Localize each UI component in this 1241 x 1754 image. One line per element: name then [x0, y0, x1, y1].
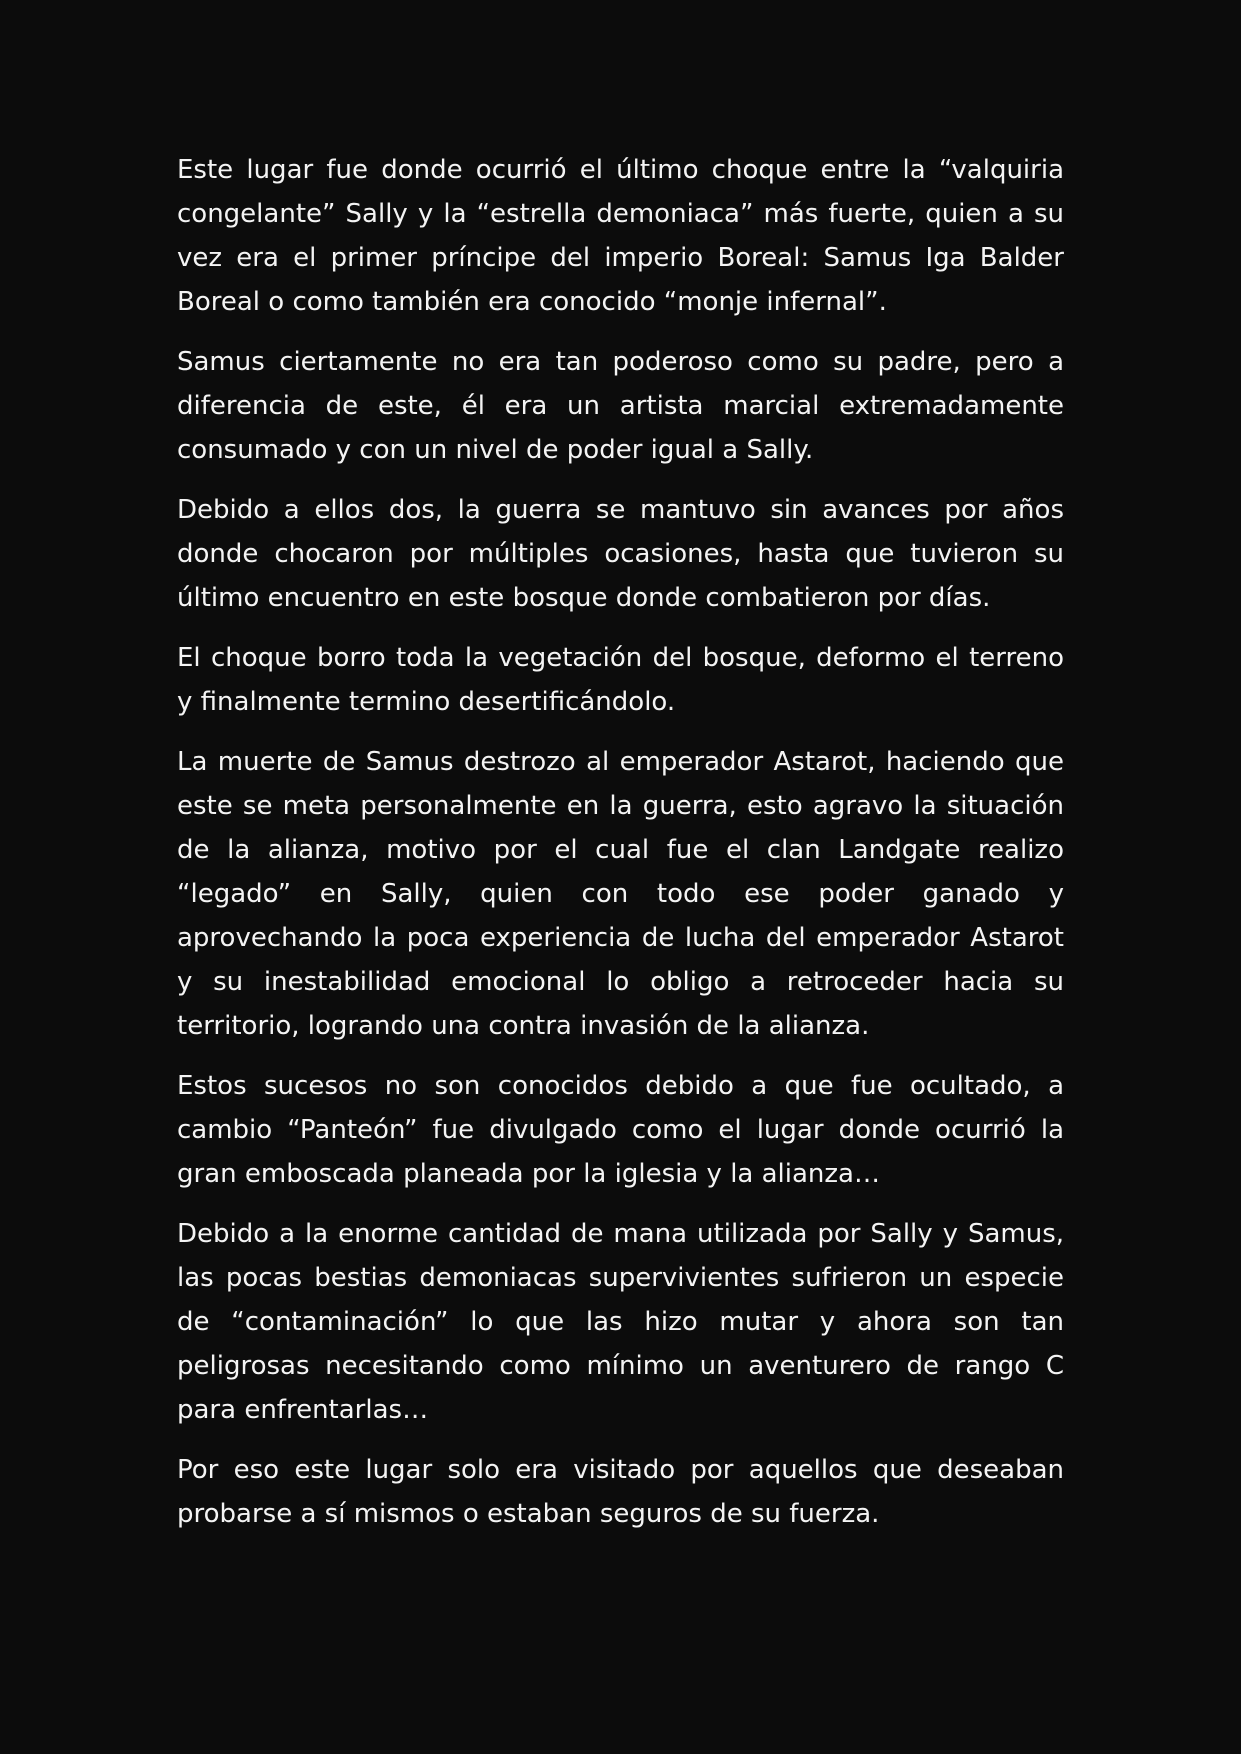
paragraph-7: Debido a la enorme cantidad de mana utilizada por Sally y Samus, las pocas bestias demoniacas supervivientes sufrieron un especie de “contaminación” lo que las hizo mutar y ahora son tan peligrosas necesitando como mínimo un aventurero de rango C para enfrentarlas…	[177, 1219, 1064, 1425]
paragraph-1: Este lugar fue donde ocurrió el último choque entre la “valquiria congelante” Sally y la “estrella demoniaca” más fuerte, quien a su vez era el primer príncipe del imperio Boreal: Samus Iga Balder Boreal o como también era conocido “monje infernal”.	[177, 155, 1064, 317]
paragraph-2: Samus ciertamente no era tan poderoso como su padre, pero a diferencia de este, él era un artista marcial extremadamente consumado y con un nivel de poder igual a Sally.	[177, 347, 1064, 465]
paragraph-3: Debido a ellos dos, la guerra se mantuvo sin avances por años donde chocaron por múltiples ocasiones, hasta que tuvieron su último encuentro en este bosque donde combatieron por días.	[177, 495, 1064, 613]
paragraph-8: Por eso este lugar solo era visitado por aquellos que deseaban probarse a sí mismos o estaban seguros de su fuerza.	[177, 1455, 1064, 1529]
paragraph-5: La muerte de Samus destrozo al emperador Astarot, haciendo que este se meta personalmente en la guerra, esto agravo la situación de la alianza, motivo por el cual fue el clan Landgate realizo “legado” en Sally, quien con todo ese poder ganado y aprovechando la poca experiencia de lucha del emperador Astarot y su inestabilidad emocional lo obligo a retroceder hacia su territorio, logrando una contra invasión de la alianza.	[177, 747, 1064, 1041]
paragraph-4: El choque borro toda la vegetación del bosque, deformo el terreno y finalmente termino desertificándolo.	[177, 643, 1064, 717]
body-text	[177, 148, 1064, 1552]
paragraph-6: Estos sucesos no son conocidos debido a que fue ocultado, a cambio “Panteón” fue divulgado como el lugar donde ocurrió la gran emboscada planeada por la iglesia y la alianza…	[177, 1071, 1064, 1189]
